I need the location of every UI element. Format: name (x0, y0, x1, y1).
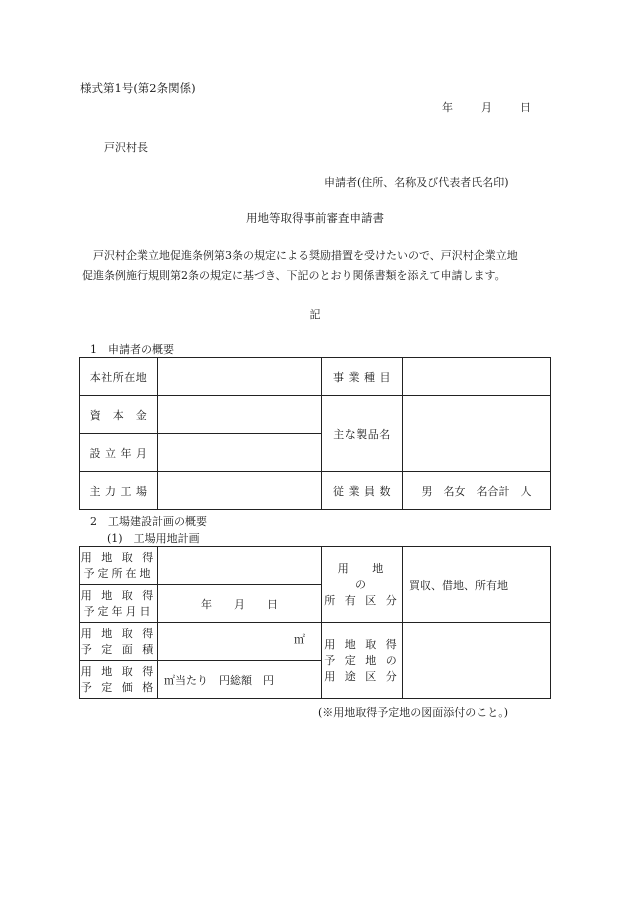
cell-main-products[interactable] (403, 396, 551, 472)
body-line-2: 促進条例施行規則第2条の規定に基づき、下記のとおり関係書類を添えて申請します。 (82, 269, 506, 282)
applicant-summary-table (79, 357, 551, 510)
label-founded: 設 立 年 月 (80, 434, 158, 472)
label-main-products: 主な製品名 (322, 396, 403, 472)
cell-price[interactable]: ㎡当たり 円総額 円 (158, 661, 322, 699)
label-ownership: 用 地 の 所 有 区 分 (322, 547, 403, 623)
label-capital: 資 本 金 (80, 396, 158, 434)
label-price: 用 地 取 得 予 定 価 格 (80, 661, 158, 699)
cell-usage[interactable] (403, 623, 551, 699)
addressee: 戸沢村長 (104, 141, 148, 154)
cell-area[interactable] (158, 623, 322, 661)
cell-head-office[interactable] (158, 358, 322, 396)
label-area: 用 地 取 得 予 定 面 積 (80, 623, 158, 661)
label-business-type: 事 業 種 目 (322, 358, 403, 396)
date-month: 月 (481, 101, 492, 114)
date-day: 日 (520, 101, 531, 114)
cell-site-location[interactable] (158, 547, 322, 585)
body-text (82, 246, 552, 286)
cell-employees[interactable]: 男 名女 名合計 人 (403, 472, 551, 510)
factory-site-plan-table (79, 546, 551, 699)
body-line-1: 戸沢村企業立地促進条例第3条の規定による奨励措置を受けたいので、戸沢村企業立地 (93, 249, 518, 262)
square-meter-unit: ㎡ (294, 633, 305, 646)
cell-main-factory[interactable] (158, 472, 322, 510)
label-head-office: 本社所在地 (80, 358, 158, 396)
cell-site-date[interactable]: 年 月 日 (158, 585, 322, 623)
label-employees: 従 業 員 数 (322, 472, 403, 510)
label-site-location: 用 地 取 得 予定所在地 (80, 547, 158, 585)
section-2-heading: 2 工場建設計画の概要 (90, 515, 207, 528)
application-date (442, 99, 531, 115)
label-site-date: 用 地 取 得 予定年月日 (80, 585, 158, 623)
applicant-line: 申請者(住所、名称及び代表者氏名印) (324, 176, 509, 189)
date-year: 年 (442, 101, 453, 114)
form-number: 様式第1号(第2条関係) (80, 81, 196, 95)
document-title: 用地等取得事前審査申請書 (246, 211, 384, 225)
cell-founded[interactable] (158, 434, 322, 472)
label-usage: 用 地 取 得 予 定 地 の 用 途 区 分 (322, 623, 403, 699)
cell-ownership[interactable]: 買収、借地、所有地 (403, 547, 551, 623)
ki-marker: 記 (309, 308, 321, 321)
cell-business-type[interactable] (403, 358, 551, 396)
footnote: (※用地取得予定地の図面添付のこと。) (318, 706, 509, 719)
section-2-1-heading: (1) 工場用地計画 (107, 532, 200, 545)
cell-capital[interactable] (158, 396, 322, 434)
section-1-heading: 1 申請者の概要 (90, 343, 174, 356)
label-main-factory: 主 力 工 場 (80, 472, 158, 510)
